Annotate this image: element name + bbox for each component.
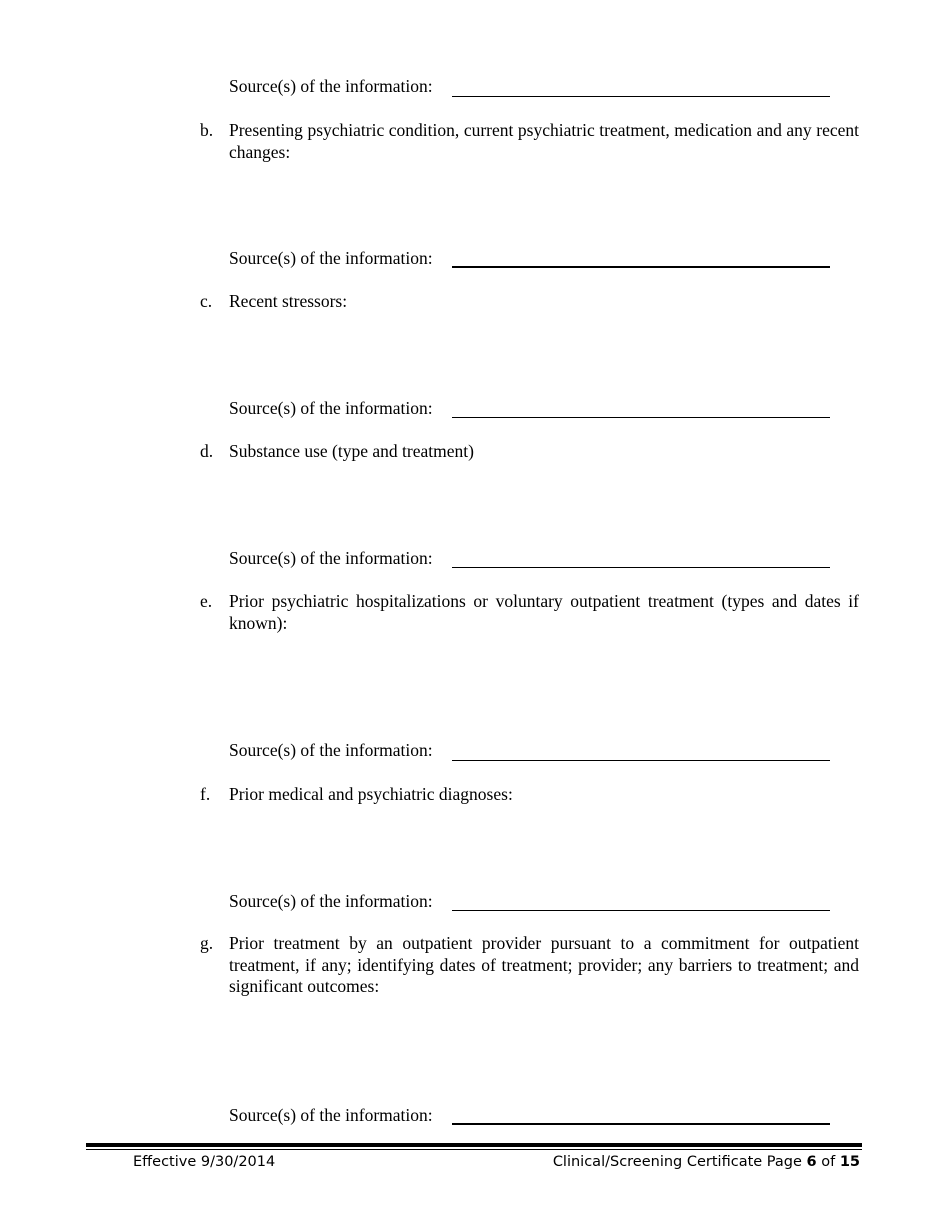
source-label: Source(s) of the information: (229, 740, 433, 760)
item-marker: e. (200, 591, 213, 611)
footer-title: Clinical/Screening Certificate Page (552, 1154, 802, 1170)
item-marker: d. (200, 441, 214, 461)
footer-page-info (553, 1152, 860, 1172)
item-marker: g. (200, 933, 214, 953)
footer-of: of (821, 1154, 836, 1170)
source-label: Source(s) of the information: (229, 398, 433, 418)
footer-effective-date: Effective 9/30/2014 (133, 1154, 276, 1170)
item-text: Prior medical and psychiatric diagnoses: (229, 784, 513, 804)
footer-page-total: 15 (839, 1154, 860, 1170)
item-marker: c. (200, 291, 213, 311)
item-text: Prior treatment by an outpatient provider pursuant to a commitment for outpatient treatment, if any; identifying dates of treatment; provider; any barriers to treatment; and significant outcomes: (229, 933, 859, 996)
item-text: Substance use (type and treatment) (229, 441, 474, 461)
item-text: Recent stressors: (229, 291, 348, 311)
source-label: Source(s) of the information: (229, 548, 433, 568)
footer-rule-thin (86, 1149, 862, 1150)
item-marker: f. (200, 784, 211, 804)
item-marker: b. (200, 120, 214, 140)
source-input-line[interactable] (452, 910, 830, 911)
source-input-line[interactable] (452, 417, 830, 418)
item-text: Presenting psychiatric condition, current psychiatric treatment, medication and any recent changes: (229, 120, 859, 162)
source-label: Source(s) of the information: (229, 891, 433, 911)
source-label: Source(s) of the information: (229, 248, 433, 268)
source-input-line[interactable] (452, 760, 830, 761)
source-input-line[interactable] (452, 96, 830, 97)
source-input-line[interactable] (452, 567, 830, 568)
source-label: Source(s) of the information: (229, 76, 433, 96)
source-input-line[interactable] (452, 266, 830, 268)
source-label: Source(s) of the information: (229, 1105, 433, 1125)
footer-rule-thick (86, 1143, 862, 1147)
source-input-line[interactable] (452, 1123, 830, 1125)
footer-page-number: 6 (806, 1154, 817, 1170)
item-text: Prior psychiatric hospitalizations or voluntary outpatient treatment (types and dates if known): (229, 591, 859, 633)
